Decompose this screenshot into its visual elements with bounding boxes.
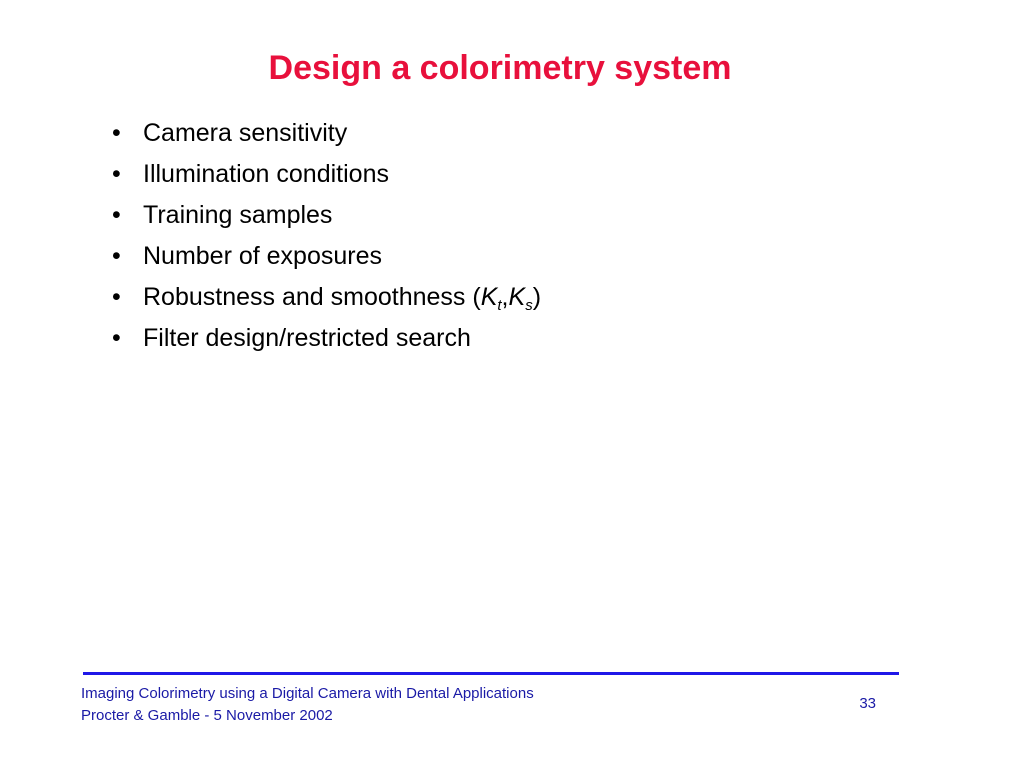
bullet-dot-icon: • — [112, 242, 121, 270]
slide-title: Design a colorimetry system — [268, 49, 732, 87]
k-t-subscript: t — [497, 297, 502, 314]
footer-divider — [83, 672, 899, 675]
k-s-letter: K — [508, 283, 526, 311]
bullet-list — [112, 113, 541, 359]
k-t-symbol — [480, 283, 502, 314]
page-number: 33 — [859, 695, 876, 712]
footer-presentation-title: Imaging Colorimetry using a Digital Camera with Dental Applications — [81, 685, 534, 702]
bullet-text: Filter design/restricted search — [143, 324, 471, 352]
bullet-dot-icon: • — [112, 201, 121, 229]
bullet-camera-sensitivity — [112, 113, 541, 154]
bullet-dot-icon: • — [112, 324, 121, 352]
bullet-filter-design — [112, 318, 541, 359]
bullet-text: Robustness and smoothness ( — [143, 283, 481, 311]
bullet-training-samples — [112, 195, 541, 236]
bullet-text: Illumination conditions — [143, 160, 389, 188]
bullet-dot-icon: • — [112, 160, 121, 188]
k-s-subscript: s — [525, 297, 533, 314]
bullet-dot-icon: • — [112, 119, 121, 147]
bullet-text: Training samples — [143, 201, 333, 229]
bullet-text: Number of exposures — [143, 242, 383, 270]
bullet-text: Camera sensitivity — [143, 119, 348, 147]
closing-paren: ) — [532, 283, 542, 311]
bullet-robustness-smoothness — [112, 277, 541, 318]
symbol-separator: , — [501, 283, 509, 311]
k-s-symbol — [508, 283, 533, 314]
k-t-letter: K — [480, 283, 498, 311]
bullet-dot-icon: • — [112, 283, 121, 311]
bullet-number-of-exposures — [112, 236, 541, 277]
footer-venue-date: Procter & Gamble - 5 November 2002 — [81, 707, 333, 724]
bullet-illumination-conditions — [112, 154, 541, 195]
